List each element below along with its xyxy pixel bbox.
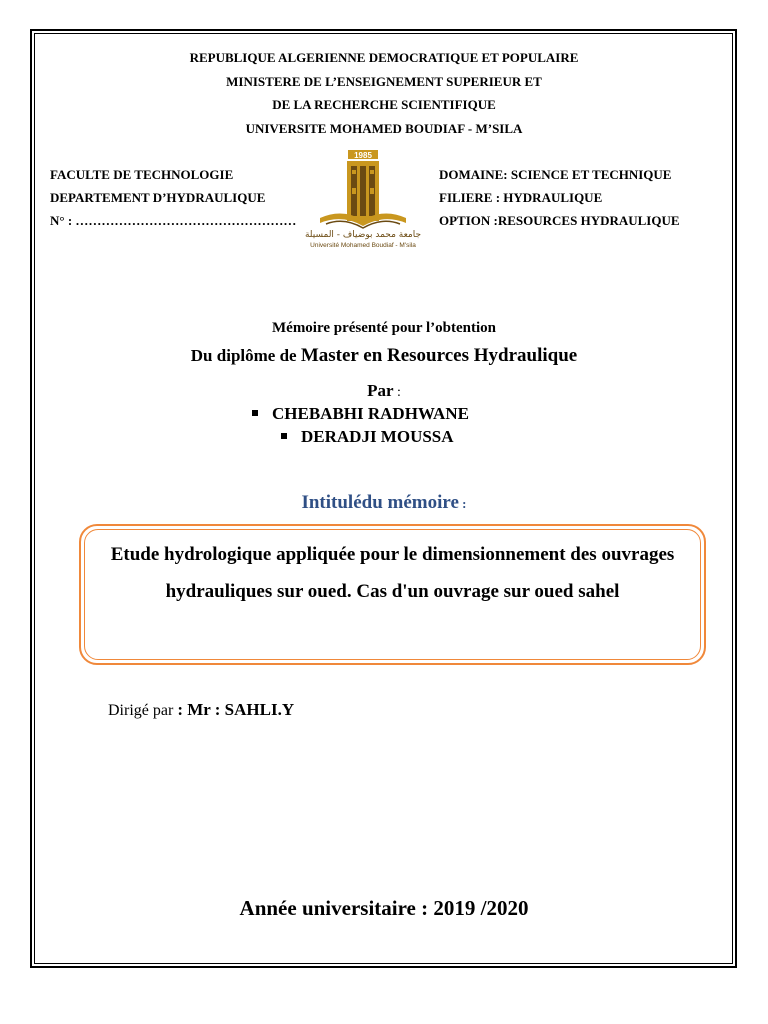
academic-year: Année universitaire : 2019 /2020 xyxy=(239,896,529,920)
supervisor-name: : Mr : SAHLI.Y xyxy=(177,700,295,719)
header-research: DE LA RECHERCHE SCIENTIFIQUE xyxy=(272,97,496,112)
intitule-text: Intitulédu mémoire xyxy=(301,492,459,513)
author-item xyxy=(252,404,469,424)
logo-latin-name: Université Mohamed Boudiaf - M'sila xyxy=(310,242,416,249)
header-ministry: MINISTERE DE L’ENSEIGNEMENT SUPERIEUR ET xyxy=(226,74,542,89)
thesis-title: Etude hydrologique appliquée pour le dimensionnement des ouvrages hydrauliques sur oued. Cas d'un ouvrage sur oued sahel xyxy=(110,544,675,602)
header-republic: REPUBLIQUE ALGERIENNE DEMOCRATIQUE ET POPULAIRE xyxy=(189,50,579,65)
memoire-degree xyxy=(0,345,768,367)
author-item xyxy=(281,427,454,447)
author-name: CHEBABHI RADHWANE xyxy=(272,404,469,423)
faculty-label: FACULTE DE TECHNOLOGIE xyxy=(50,167,234,182)
degree-name: Master en Resources Hydraulique xyxy=(300,345,578,366)
bullet-icon xyxy=(252,410,258,416)
intitule-colon: : xyxy=(458,496,467,511)
logo-arabic-name: جامعة محمد بوضياف - المسيلة xyxy=(304,230,422,240)
domain-label: DOMAINE: SCIENCE ET TECHNIQUE xyxy=(439,167,672,182)
author-name: DERADJI MOUSSA xyxy=(301,427,454,446)
memoire-intro: Mémoire présenté pour l’obtention xyxy=(272,320,496,336)
par-label xyxy=(0,381,768,401)
header-university: UNIVERSITE MOHAMED BOUDIAF - M’SILA xyxy=(245,121,523,136)
university-logo xyxy=(298,148,428,250)
intitule-heading xyxy=(0,492,768,514)
number-label: N° : …………………………………………… xyxy=(50,213,297,228)
par-text: Par xyxy=(367,381,394,400)
department-label: DEPARTEMENT D’HYDRAULIQUE xyxy=(50,190,266,205)
bullet-icon xyxy=(281,433,287,439)
par-colon: : xyxy=(393,385,401,400)
supervisor-label: Dirigé par xyxy=(108,702,174,719)
degree-prefix: Du diplôme de xyxy=(190,346,297,365)
filiere-label: FILIERE : HYDRAULIQUE xyxy=(439,190,603,205)
supervisor-line xyxy=(108,700,294,720)
option-label: OPTION :RESOURCES HYDRAULIQUE xyxy=(439,213,680,228)
logo-year: 1985 xyxy=(354,151,372,160)
